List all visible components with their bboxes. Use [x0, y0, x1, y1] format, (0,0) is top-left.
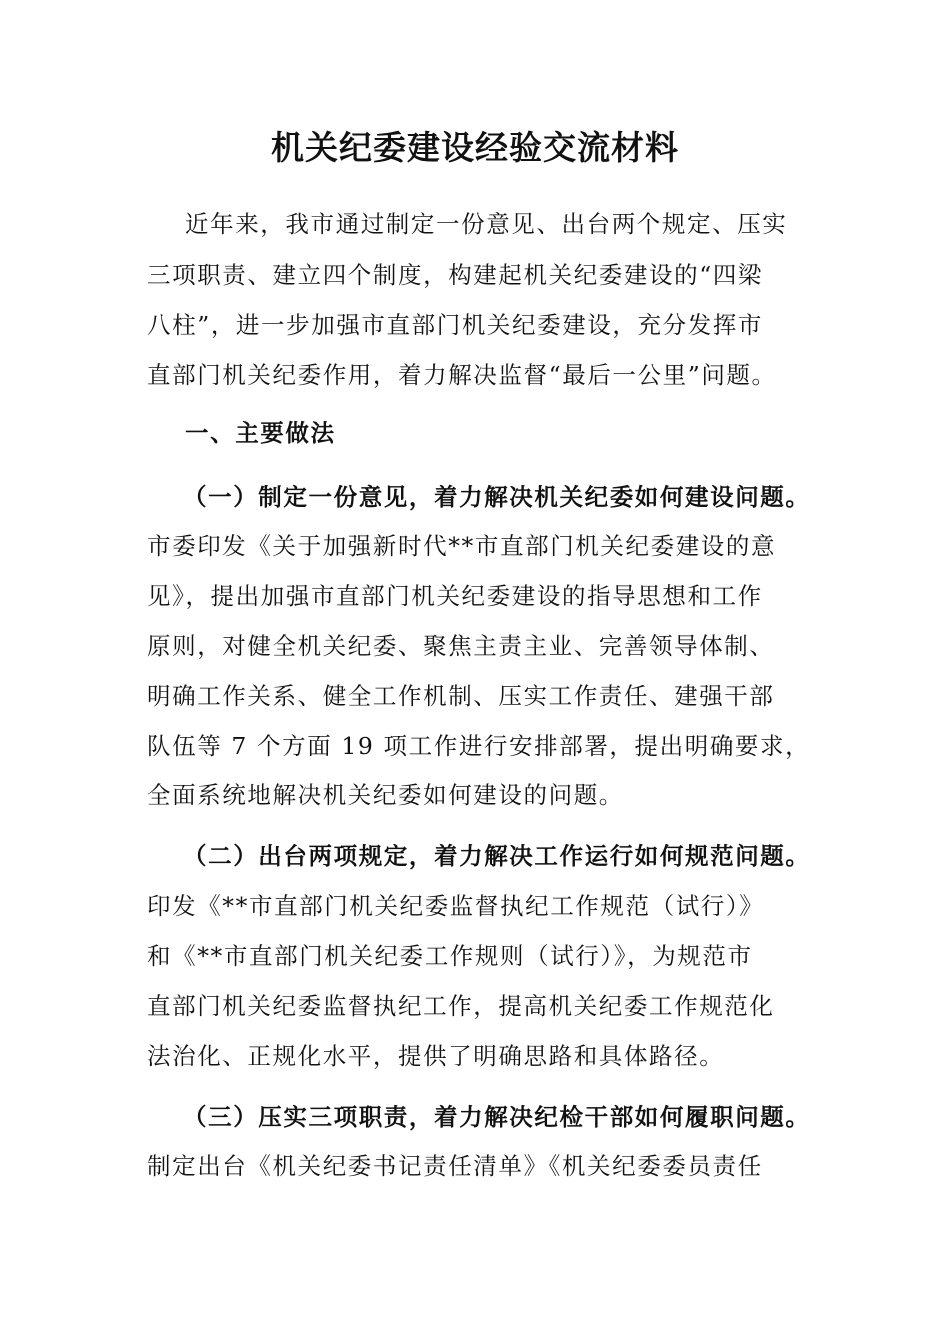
- subsection-1-line-1: 市委印发《关于加强新时代**市直部门机关纪委建设的意: [147, 532, 777, 560]
- intro-line-1: 近年来，我市通过制定一份意见、出台两个规定、压实: [185, 210, 788, 238]
- subsection-3-heading: （三）压实三项职责，着力解决纪检干部如何履职问题。: [183, 1103, 811, 1131]
- intro-line-2: 三项职责、建立四个制度，构建起机关纪委建设的“四梁: [147, 261, 764, 289]
- subsection-1-line-4: 明确工作关系、健全工作机制、压实工作责任、建强干部: [147, 682, 775, 710]
- intro-line-4: 直部门机关纪委作用，着力解决监督“最后一公里”问题。: [147, 361, 777, 389]
- section-heading-main-practices: 一、主要做法: [185, 419, 336, 447]
- subsection-2-line-2: 和《**市直部门机关纪委工作规则（试行）》，为规范市: [147, 942, 753, 970]
- subsection-2-line-3: 直部门机关纪委监督执纪工作，提高机关纪委工作规范化: [147, 992, 775, 1020]
- subsection-1-line-2: 见》，提出加强市直部门机关纪委建设的指导思想和工作: [147, 582, 763, 610]
- subsection-1-line-5: 队伍等 7 个方面 19 项工作进行安排部署，提出明确要求，: [147, 732, 811, 760]
- subsection-1-line-6: 全面系统地解决机关纪委如何建设的问题。: [147, 781, 624, 809]
- intro-line-3: 八柱”，进一步加强市直部门机关纪委建设，充分发挥市: [147, 311, 764, 339]
- subsection-3-line-1: 制定出台《机关纪委书记责任清单》《机关纪委委员责任: [147, 1152, 763, 1180]
- subsection-1-line-3: 原则，对健全机关纪委、聚焦主责主业、完善领导体制、: [147, 632, 775, 660]
- document-title: 机关纪委建设经验交流材料: [271, 128, 679, 167]
- subsection-2-line-4: 法治化、正规化水平，提供了明确思路和具体路径。: [147, 1042, 725, 1070]
- subsection-2-line-1: 印发《**市直部门机关纪委监督执纪工作规范（试行）》: [147, 892, 765, 920]
- subsection-2-heading: （二）出台两项规定，着力解决工作运行如何规范问题。: [183, 842, 811, 870]
- subsection-1-heading: （一）制定一份意见，着力解决机关纪委如何建设问题。: [183, 483, 811, 511]
